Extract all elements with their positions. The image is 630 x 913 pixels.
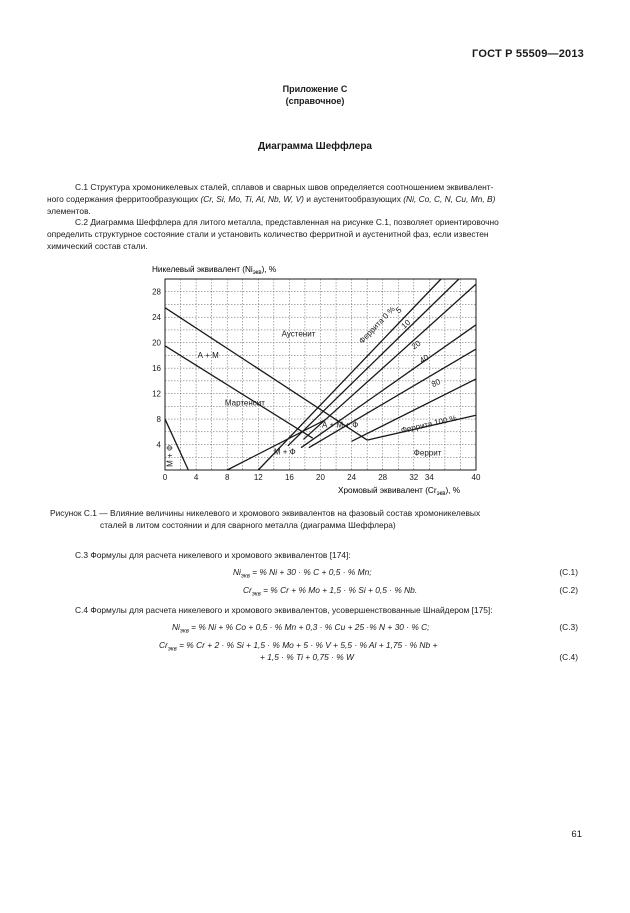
- x-tick-label: 8: [224, 473, 230, 482]
- x-tick-label: 20: [316, 473, 325, 482]
- c2-line-c: химический состав стали.: [47, 241, 148, 251]
- annex-note: (справочное): [285, 96, 345, 106]
- formula-c3-number: (С.3): [559, 622, 578, 632]
- ferrite-line-label: 10: [399, 317, 413, 331]
- region-label: А + М + Ф: [322, 420, 359, 430]
- annex-title: Приложение С: [282, 84, 348, 94]
- region-label: М + Ф: [273, 447, 296, 457]
- caption-line-1: Рисунок С.1 — Влияние величины никелевого и хромового эквивалентов на фазовый состав хромоникелевых: [50, 508, 481, 518]
- x-tick-label: 34: [424, 473, 434, 482]
- y-axis-label: Никелевый эквивалент $(Ni_{экв})$, %: [152, 265, 277, 276]
- c4-intro: [47, 604, 585, 616]
- c1-line-a: С.1 Структура хромоникелевых сталей, сплавов и сварных швов определяется соотношением эквивалент-: [75, 182, 494, 192]
- c1-ferrite-elements: (Cr, Si, Mo, Ti, Al, Nb, W, V): [200, 194, 304, 204]
- x-tick-label: 32: [409, 473, 419, 482]
- x-tick-label: 0: [162, 473, 168, 482]
- caption-line-2: сталей в литом состоянии и для сварного металла (диаграмма Шеффлера): [100, 520, 396, 530]
- boundary-line-5: [309, 349, 476, 448]
- formula-c1: $Ni_{экв}$ = % Ni + 30 · % C + 0,5 · % Mn;: [233, 567, 372, 580]
- x-tick-label: 40: [471, 473, 481, 482]
- c2-line-a: С.2 Диаграмма Шеффлера для литого металла, представленная на рисунке С.1, позволяет ориентировочно: [75, 217, 499, 227]
- figure-caption: [50, 507, 580, 531]
- c3-intro-text: С.3 Формулы для расчета никелевого и хромового эквивалентов [174]:: [75, 550, 351, 560]
- region-label: А + М: [197, 350, 219, 360]
- boundary-line-11: [227, 420, 324, 470]
- y-tick-label: 4: [156, 440, 161, 450]
- ferrite-line-label: 80: [430, 377, 443, 390]
- c1-line-c: элементов.: [47, 206, 91, 216]
- c1-line-b: ного содержания ферритообразующих: [47, 194, 201, 204]
- formula-c1-number: (С.1): [559, 567, 578, 577]
- x-tick-label: 4: [193, 473, 199, 482]
- formula-c2: $Cr_{экв}$ = % Cr + % Mo + 1,5 · % Si + 0,5 · % Nb.: [243, 585, 418, 598]
- x-tick-label: 12: [253, 473, 263, 482]
- y-tick-label: 16: [152, 364, 161, 374]
- y-tick-label: 12: [152, 389, 161, 399]
- x-axis-label: Хромовый эквивалент $(Cr_{экв})$, %: [338, 486, 461, 497]
- section-title: Диаграмма Шеффлера: [258, 141, 372, 152]
- y-tick-label: 28: [152, 287, 161, 297]
- x-tick-label: 16: [284, 473, 294, 482]
- formula-c4-line1: $Cr_{экв}$ = % Cr + 2 · % Si + 1,5 · % Mo + 5 · % V + 5,5 · % Al + 1,75 · % Nb +: [159, 640, 438, 653]
- c2-line-b: определить структурное состояние стали и установить количество ферритной и аустенитной фаз, если известен: [47, 229, 489, 239]
- ferrite-line-label: 40: [418, 352, 431, 366]
- c3-intro: [47, 549, 585, 561]
- x-tick-label: 24: [347, 473, 357, 482]
- ferrite-line-label: Феррита 0 %: [357, 304, 397, 346]
- x-tick-label: 28: [378, 473, 388, 482]
- formula-c2-number: (С.2): [559, 585, 578, 595]
- y-tick-label: 8: [156, 415, 161, 425]
- boundary-line-9: [165, 346, 313, 438]
- ferrite-line-label: 5: [394, 305, 404, 316]
- c4-intro-text: С.4 Формулы для расчета никелевого и хромового эквивалентов, усовершенствованные Шнайдером [175]:: [75, 605, 493, 615]
- formula-c4-line2: + 1,5 · % Ti + 0,75 · % W: [260, 652, 354, 662]
- y-tick-label: 24: [152, 313, 161, 323]
- ferrite-line-label: Феррита 100 %: [400, 413, 458, 435]
- formula-c4-number: (С.4): [559, 652, 578, 662]
- c1-austenite-elements: (Ni, Co, C, N, Cu, Mn, B): [403, 194, 496, 204]
- region-label: Аустенит: [281, 329, 316, 339]
- page-number: 61: [571, 829, 582, 840]
- c1-line-b2: и аустенитообразующих: [303, 194, 404, 204]
- y-tick-label: 20: [152, 338, 161, 348]
- region-label: Феррит: [413, 448, 442, 458]
- region-label: М + Ф: [165, 444, 175, 467]
- standard-number: ГОСТ Р 55509—2013: [472, 48, 584, 60]
- formula-c3: $Ni_{экв}$ = % Ni + % Co + 0,5 · % Mn + 0,3 · % Cu + 25 ·% N + 30 · % C;: [172, 622, 430, 635]
- region-label: Мартенсит: [224, 398, 265, 408]
- ferrite-line-label: 20: [410, 338, 423, 352]
